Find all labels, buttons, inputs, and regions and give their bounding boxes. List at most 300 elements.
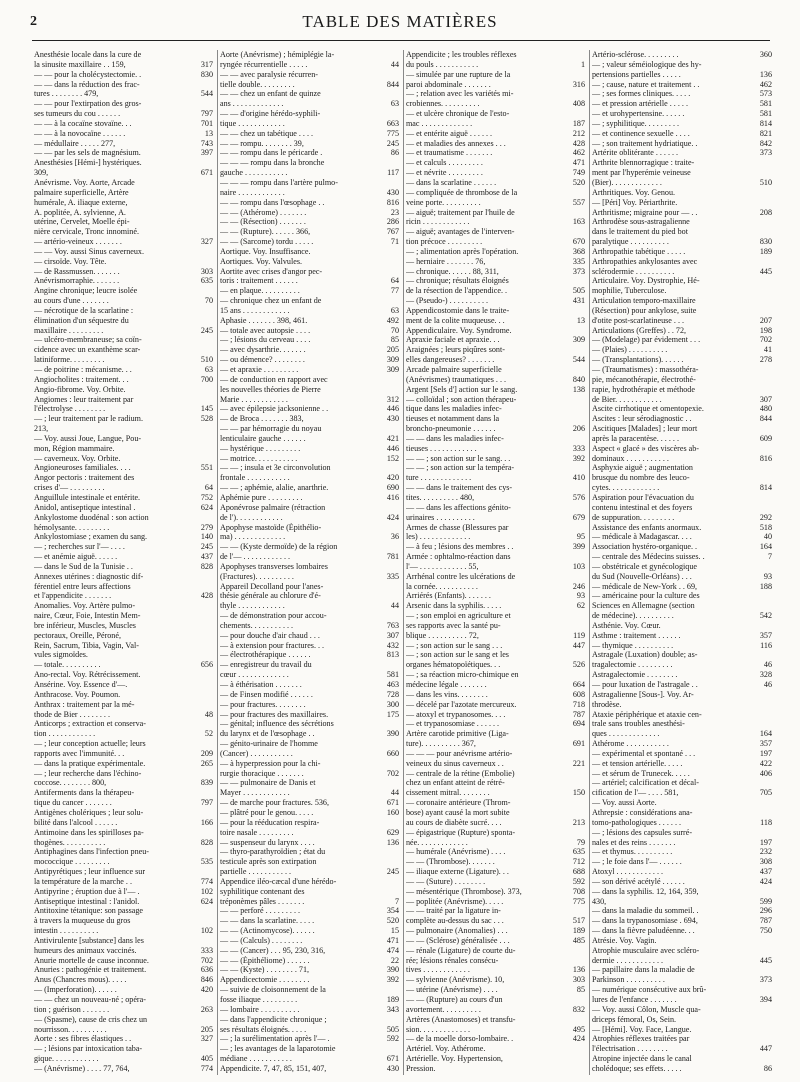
- index-entry: [34, 434, 213, 444]
- entry-text: Arthropathie tabétique . . . . .: [592, 246, 686, 256]
- index-entry: [220, 375, 399, 385]
- index-entry: [592, 296, 772, 306]
- index-entry: [34, 237, 213, 247]
- entry-text: — papillaire dans la maladie de: [592, 965, 695, 975]
- entry-text: Arrhénal contre les ulcérations de: [406, 571, 516, 581]
- index-entry: [592, 532, 772, 542]
- index-entry: [592, 89, 772, 99]
- entry-text: maxillaire . . . . . . . . .: [34, 325, 104, 335]
- entry-page: 309: [386, 355, 399, 365]
- entry-text: les) . . . . . . . . . . . . .: [406, 532, 471, 542]
- entry-text: — (Plaies) . . . . . . . . . .: [592, 345, 668, 355]
- header-rule: [32, 40, 770, 41]
- entry-text: — dans la fièvre paludéenne. . .: [592, 926, 695, 936]
- entry-text: — à éthérisation . . . . . . .: [220, 680, 302, 689]
- entry-text: Anus (Chancres mous). . . . .: [34, 975, 127, 985]
- index-entry: [220, 188, 399, 198]
- entry-text: crises d'— . . . . . . . . .: [34, 483, 105, 493]
- entry-text: — cirsoïde. Voy. Tête.: [34, 256, 107, 266]
- entry-text: Arthrite blennorragique : traite-: [592, 158, 695, 168]
- entry-page: 702: [386, 768, 399, 778]
- index-entry: [592, 956, 772, 966]
- entry-text: dermie . . . . . . . . . . . .: [592, 955, 664, 965]
- entry-page: 774: [200, 876, 213, 886]
- entry-text: contenu intestinal et des foyers: [592, 502, 693, 512]
- entry-page: 207: [759, 315, 772, 325]
- entry-page: 526: [572, 660, 585, 670]
- index-entry: [592, 926, 772, 936]
- entry-text: sion. . . . . . . . . . . . .: [406, 1024, 471, 1034]
- entry-text: Ascitiques [Malades] ; leur mort: [592, 424, 698, 434]
- index-entry: [592, 641, 772, 651]
- entry-text: Anuries : pathogénie et traitement.: [34, 965, 147, 975]
- entry-text: — — à la novocaïne . . . . . .: [34, 128, 126, 138]
- index-entry: [34, 591, 213, 601]
- index-entry: [406, 641, 585, 651]
- entry-page: 702: [759, 335, 772, 345]
- index-entry: [220, 247, 399, 257]
- entry-text: la cornée. . . . . . . . . . .: [406, 581, 478, 591]
- entry-text: crobiennes. . . . . . . . . .: [406, 99, 480, 109]
- index-entry: [406, 769, 585, 779]
- entry-text: Sciences en Allemagne (section: [592, 601, 695, 611]
- index-entry: [406, 1025, 585, 1035]
- index-entry: [34, 454, 213, 464]
- entry-text: — — à la cocaïne stovaïne. . .: [34, 118, 132, 128]
- index-entry: [220, 995, 399, 1005]
- entry-page: 664: [572, 680, 585, 689]
- index-entry: [592, 1044, 772, 1054]
- entry-text: (Anévrismes) traumatiques . . .: [406, 374, 507, 384]
- index-entry: [34, 916, 213, 926]
- index-entry: [220, 965, 399, 975]
- index-entry: [220, 139, 399, 149]
- entry-text: — totale avec autopsie . . . .: [220, 325, 311, 335]
- entry-text: — [Hémi]. Voy. Face, Langue.: [592, 1024, 692, 1034]
- entry-page: 787: [572, 709, 585, 719]
- entry-text: — ; son emploi en agriculture et: [406, 611, 511, 621]
- entry-text: ses tumeurs du cou . . . . . .: [34, 109, 121, 119]
- entry-text: — pour fractures. . . . . . . .: [220, 699, 306, 709]
- entry-text: ses rapports avec la santé pu-: [406, 620, 501, 630]
- entry-page: 424: [759, 876, 772, 886]
- index-entry: [406, 217, 585, 227]
- entry-page: 775: [572, 896, 585, 906]
- entry-page: 592: [572, 876, 585, 886]
- entry-text: Anévrisme. Voy. Aorte, Arcade: [34, 177, 135, 187]
- entry-page: 232: [759, 847, 772, 857]
- entry-text: — et apraxie . . . . . . . . .: [220, 365, 299, 374]
- index-entry: [592, 375, 772, 385]
- index-column-3: [404, 50, 590, 1075]
- index-entry: [592, 276, 772, 286]
- entry-text: cification de l'— . . . . 581,: [592, 788, 679, 798]
- entry-text: 15 ans . . . . . . . . . . . .: [220, 305, 290, 315]
- entry-text: — ; relation avec les variétés mi-: [406, 89, 514, 99]
- entry-text: Ankylostomiase ; examen du sang.: [34, 532, 148, 542]
- entry-page: 48: [204, 709, 213, 719]
- entry-text: Artérielle. Voy. Hypertension,: [406, 1054, 503, 1064]
- index-entry: [592, 237, 772, 247]
- entry-page: 279: [200, 522, 213, 532]
- entry-text: — — (Résection) . . . . . . .: [220, 217, 306, 227]
- index-entry: [34, 60, 213, 70]
- entry-text: Aspect « glacé » des viscères ab-: [592, 443, 699, 453]
- entry-text: tique . . . . . . . . . . . .: [220, 118, 285, 128]
- entry-page: 551: [200, 463, 213, 473]
- entry-page: 392: [386, 975, 399, 985]
- index-entry: [592, 946, 772, 956]
- index-entry: [34, 1015, 213, 1025]
- entry-text: toire nasale . . . . . . . . .: [220, 827, 294, 837]
- entry-text: — et continence sexuelle . . . .: [592, 128, 690, 138]
- entry-page: 728: [386, 689, 399, 699]
- entry-text: blique . . . . . . . . . . 72,: [406, 630, 479, 640]
- index-entry: [220, 237, 399, 247]
- entry-text: ture . . . . . . . . . . . . .: [406, 473, 472, 483]
- entry-page: 797: [200, 109, 213, 119]
- entry-page: 327: [200, 237, 213, 247]
- entry-page: 245: [200, 542, 213, 552]
- entry-text: Anidol, antiseptique intestinal .: [34, 502, 136, 512]
- entry-text: Angio-fibrome. Voy. Orbite.: [34, 384, 126, 394]
- index-entry: [220, 1034, 399, 1044]
- index-entry: [406, 562, 585, 572]
- entry-page: 624: [200, 896, 213, 906]
- entry-text: — de conduction en rapport avec: [220, 374, 328, 384]
- index-entry: [406, 818, 585, 828]
- index-entry: [592, 729, 772, 739]
- entry-text: paralytique . . . . . . . . . .: [592, 237, 669, 247]
- entry-text: ryngée récurrentielle . . . . .: [220, 59, 308, 69]
- entry-page: 208: [759, 207, 772, 217]
- entry-page: 749: [572, 168, 585, 178]
- entry-text: — aiguë; avantages de l'interven-: [406, 227, 515, 237]
- index-entry: [220, 316, 399, 326]
- entry-page: 70: [390, 325, 399, 335]
- entry-text: — sylvienne (Anévrisme). 10,: [406, 975, 505, 985]
- index-entry: [34, 670, 213, 680]
- entry-text: — pour douche d'air chaud . . .: [220, 630, 320, 640]
- index-entry: [220, 798, 399, 808]
- entry-text: ans . . . . . . . . . . . . .: [220, 99, 284, 109]
- entry-text: — dans les vins. . . . . . . .: [406, 689, 488, 699]
- entry-page: 23: [390, 207, 399, 217]
- entry-text: — pulmonaire (Anomalies) . . .: [406, 926, 508, 936]
- entry-text: — aiguë; traitement par l'huile de: [406, 207, 515, 217]
- index-entry: [592, 80, 772, 90]
- entry-text: — — (Épithéliome) . . . . . .: [220, 955, 310, 965]
- entry-page: 213: [572, 817, 585, 827]
- index-entry: [34, 926, 213, 936]
- entry-text: utérine, Cervelet, Moelle épi-: [34, 217, 130, 227]
- entry-text: thyle . . . . . . . . . . . .: [220, 601, 285, 611]
- index-entry: [34, 660, 213, 670]
- index-entry: [592, 1054, 772, 1064]
- index-entry: [34, 513, 213, 523]
- index-entry: [220, 80, 399, 90]
- entry-text: pie, mécanothérapie, électrothé-: [592, 374, 696, 384]
- index-entry: [406, 188, 585, 198]
- index-entry: [220, 208, 399, 218]
- entry-text: Appendicite. 7, 47, 85, 151, 407,: [220, 1063, 327, 1073]
- entry-text: Antiphagines dans l'infection pneu-: [34, 847, 149, 857]
- entry-page: 431: [572, 296, 585, 306]
- entry-page: 495: [572, 1024, 585, 1034]
- entry-page: 333: [572, 443, 585, 453]
- entry-text: Antiseptique intestinal : l'anidol.: [34, 896, 140, 906]
- index-entry: [592, 660, 772, 670]
- entry-text: Asthme : traitement . . . . . .: [592, 630, 681, 640]
- entry-page: 136: [572, 965, 585, 975]
- entry-text: ques . . . . . . . . . . . . .: [592, 729, 660, 739]
- index-entry: [220, 99, 399, 109]
- entry-page: 77: [390, 286, 399, 296]
- entry-text: de Bier. . . . . . . . . . . .: [592, 394, 662, 404]
- index-entry: [406, 326, 585, 336]
- entry-text: — à extension pour fractures. . .: [220, 640, 325, 650]
- index-entry: [406, 670, 585, 680]
- entry-page: 164: [759, 542, 772, 552]
- index-entry: [34, 316, 213, 326]
- entry-page: 688: [572, 867, 585, 877]
- entry-text: gique. . . . . . . . . . . .: [34, 1054, 99, 1064]
- entry-page: 576: [572, 492, 585, 502]
- index-entry: [220, 828, 399, 838]
- index-entry: [406, 680, 585, 690]
- entry-text: Asthénie. Voy. Cœur.: [592, 620, 661, 630]
- index-entry: [592, 434, 772, 444]
- entry-text: Anguillule intestinale et entérite.: [34, 492, 141, 502]
- entry-text: frontale . . . . . . . . . . .: [220, 473, 290, 483]
- entry-page: 821: [759, 128, 772, 138]
- index-entry: [592, 700, 772, 710]
- index-entry: [220, 562, 399, 572]
- index-entry: [592, 788, 772, 798]
- entry-page: 518: [759, 522, 772, 532]
- index-entry: [220, 444, 399, 454]
- entry-text: — pour fractures des maxillaires.: [220, 709, 329, 719]
- entry-text: — — rompu. . . . . . . . 39,: [220, 138, 304, 148]
- index-entry: [592, 493, 772, 503]
- entry-page: 197: [759, 837, 772, 847]
- entry-text: nales et des reins . . . . . . .: [592, 837, 676, 847]
- entry-text: — ; cause, nature et traitement . .: [592, 79, 700, 89]
- entry-text: Athérome . . . . . . . . . . .: [592, 739, 669, 749]
- entry-text: throdèse.: [592, 699, 622, 709]
- entry-text: — avec dysarthrie. . . . . . .: [220, 345, 306, 355]
- index-entry: [220, 473, 399, 483]
- index-entry: [220, 217, 399, 227]
- index-entry: [34, 129, 213, 139]
- entry-page: 474: [386, 945, 399, 955]
- entry-page: 629: [386, 827, 399, 837]
- index-entry: [220, 660, 399, 670]
- index-entry: [220, 621, 399, 631]
- index-entry: [220, 168, 399, 178]
- index-entry: [220, 916, 399, 926]
- entry-text: avortement. . . . . . . . . .: [406, 1004, 481, 1014]
- entry-page: 308: [759, 857, 772, 867]
- index-entry: [220, 60, 399, 70]
- entry-text: naire . . . . . . . . . . . .: [220, 187, 285, 197]
- index-entry: [34, 650, 213, 660]
- entry-text: — son dérivé acétylé . . . . . .: [592, 876, 685, 886]
- entry-text: — avec épilepsie jacksonienne . .: [220, 404, 329, 414]
- index-entry: [592, 601, 772, 611]
- index-entry: [220, 769, 399, 779]
- entry-text: — simulée par une rupture de la: [406, 69, 511, 79]
- index-entry: [220, 670, 399, 680]
- entry-text: médecine légale . . . . . . .: [406, 680, 487, 689]
- entry-text: — nécrotique de la scarlatine :: [34, 305, 134, 315]
- index-entry: [406, 99, 585, 109]
- entry-page: 86: [763, 1063, 772, 1073]
- entry-text: Antitoxine tétanique: son passage: [34, 906, 144, 916]
- entry-text: Aortite avec crises d'angor pec-: [220, 266, 323, 276]
- entry-page: 430: [386, 1063, 399, 1073]
- entry-page: 471: [572, 158, 585, 168]
- entry-page: 437: [759, 867, 772, 877]
- entry-text: — — (Sclérose) généralisée . . .: [406, 935, 510, 945]
- entry-text: Atropine injectée dans le canal: [592, 1054, 692, 1064]
- index-entry: [592, 611, 772, 621]
- entry-page: 390: [386, 729, 399, 739]
- index-entry: [592, 749, 772, 759]
- entry-page: 70: [204, 296, 213, 306]
- entry-text: Appendiculaire. Voy. Syndrome.: [406, 325, 512, 335]
- entry-page: 303: [200, 266, 213, 276]
- entry-text: — — pour la cholécystectomie. .: [34, 69, 142, 79]
- entry-text: — (Anévrisme) . . . . 77, 764,: [34, 1063, 130, 1073]
- entry-page: 263: [200, 1004, 213, 1014]
- index-entry: [406, 532, 585, 542]
- entry-text: Antigènes cholériques ; leur solu-: [34, 807, 144, 817]
- index-entry: [592, 778, 772, 788]
- entry-text: — — Voy. aussi Sinus caverneux.: [34, 246, 145, 256]
- entry-text: Anthrax : traitement par la mé-: [34, 699, 135, 709]
- entry-page: 357: [759, 739, 772, 749]
- index-entry: [220, 729, 399, 739]
- index-entry: [406, 237, 585, 247]
- entry-text: veineux du sinus caverneux . .: [406, 758, 504, 768]
- entry-text: — enregistreur du travail du: [220, 660, 312, 670]
- entry-text: Artère carotide primitive (Liga-: [406, 729, 509, 739]
- page-number: 2: [30, 14, 37, 29]
- entry-text: — dans le Sud de la Tunisie . .: [34, 561, 133, 571]
- entry-text: Articulaire. Voy. Dystrophie, Hé-: [592, 276, 700, 286]
- index-entry: [406, 286, 585, 296]
- entry-text: rée; lésions rénales consécu-: [406, 955, 499, 965]
- entry-text: — ; le foie dans l'— . . . . . .: [592, 857, 682, 867]
- index-entry: [34, 552, 213, 562]
- index-entry: [34, 80, 213, 90]
- entry-page: 690: [386, 483, 399, 493]
- entry-text: sclérodermie . . . . . . . . . .: [592, 266, 675, 276]
- index-entry: [592, 503, 772, 513]
- entry-text: — herniaire . . . . . . . 76,: [406, 256, 486, 266]
- entry-page: 774: [200, 1063, 213, 1073]
- entry-text: — de Broca . . . . . . . 383,: [220, 414, 304, 424]
- entry-text: Angiocholites : traitement. . .: [34, 374, 129, 384]
- entry-page: 520: [386, 916, 399, 926]
- entry-text: Annexes utérines : diagnostic dif-: [34, 571, 144, 581]
- entry-text: — dans la scarlatine . . . . . .: [406, 177, 497, 187]
- entry-text: ses résultats éloignés. . . . .: [220, 1024, 307, 1034]
- entry-text: Arriérés (Enfants). . . . . . .: [406, 591, 491, 601]
- index-entry: [592, 906, 772, 916]
- entry-text: — ; sa réaction micro-chimique en: [406, 670, 519, 680]
- entry-text: Atrésie. Voy. Vagin.: [592, 935, 657, 945]
- entry-page: 136: [386, 837, 399, 847]
- entry-page: 775: [386, 128, 399, 138]
- entry-text: et l'appendicite . . . . . . .: [34, 591, 112, 601]
- index-entry: [220, 483, 399, 493]
- entry-page: 245: [200, 325, 213, 335]
- entry-text: Apophyse mastoïde (Épithélio-: [220, 522, 322, 532]
- entry-page: 394: [759, 995, 772, 1004]
- index-entry: [220, 1025, 399, 1035]
- index-entry: [220, 276, 399, 286]
- index-entry: [406, 601, 585, 611]
- entry-page: 189: [572, 926, 585, 936]
- index-entry: [34, 139, 213, 149]
- entry-page: 814: [759, 483, 772, 493]
- entry-text: Atoxyl . . . . . . . . . . . .: [592, 867, 664, 877]
- index-entry: [220, 355, 399, 365]
- index-entry: [406, 119, 585, 129]
- entry-text: ricin . . . . . . . . . . . .: [406, 217, 470, 227]
- entry-page: 557: [572, 197, 585, 207]
- entry-text: Appendicectomie . . . . . . . .: [220, 975, 310, 985]
- entry-text: — chronique. . . . . . 88, 311,: [406, 266, 499, 276]
- index-entry: [34, 798, 213, 808]
- index-entry: [220, 975, 399, 985]
- index-entry: [592, 965, 772, 975]
- index-entry: [406, 247, 585, 257]
- entry-page: 212: [572, 128, 585, 138]
- entry-text: Aponévrose palmaire (rétraction: [220, 502, 326, 512]
- index-entry: [592, 542, 772, 552]
- entry-text: organes hématopoïétiques. . .: [406, 660, 501, 670]
- index-entry: [406, 267, 585, 277]
- index-entry: [220, 513, 399, 523]
- entry-text: — de démonstration pour accou-: [220, 611, 327, 621]
- index-entry: [406, 414, 585, 424]
- entry-text: d'otite post-scarlatineuse . . .: [592, 315, 685, 325]
- entry-page: 635: [572, 847, 585, 857]
- entry-page: 1: [580, 59, 585, 69]
- entry-text: lures de l'enfance . . . . . . .: [592, 995, 677, 1004]
- entry-page: 102: [200, 926, 213, 936]
- index-entry: [34, 818, 213, 828]
- index-entry: [220, 867, 399, 877]
- index-entry: [34, 621, 213, 631]
- index-entry: [406, 887, 585, 897]
- index-entry: [592, 99, 772, 109]
- entry-text: — — traité par la ligature in-: [406, 906, 501, 916]
- entry-page: 406: [759, 768, 772, 778]
- index-entry: [592, 1025, 772, 1035]
- index-entry: [592, 60, 772, 70]
- entry-text: — rénale (Ligature) de courte du-: [406, 945, 516, 955]
- entry-page: 93: [763, 571, 772, 581]
- entry-text: née. . . . . . . . . . . . .: [406, 837, 468, 847]
- entry-text: Arthropathies ankylosantes avec: [592, 256, 698, 266]
- entry-page: 63: [390, 305, 399, 315]
- entry-page: 44: [390, 59, 399, 69]
- entry-text: — centrale de la rétine (Embolie): [406, 768, 515, 778]
